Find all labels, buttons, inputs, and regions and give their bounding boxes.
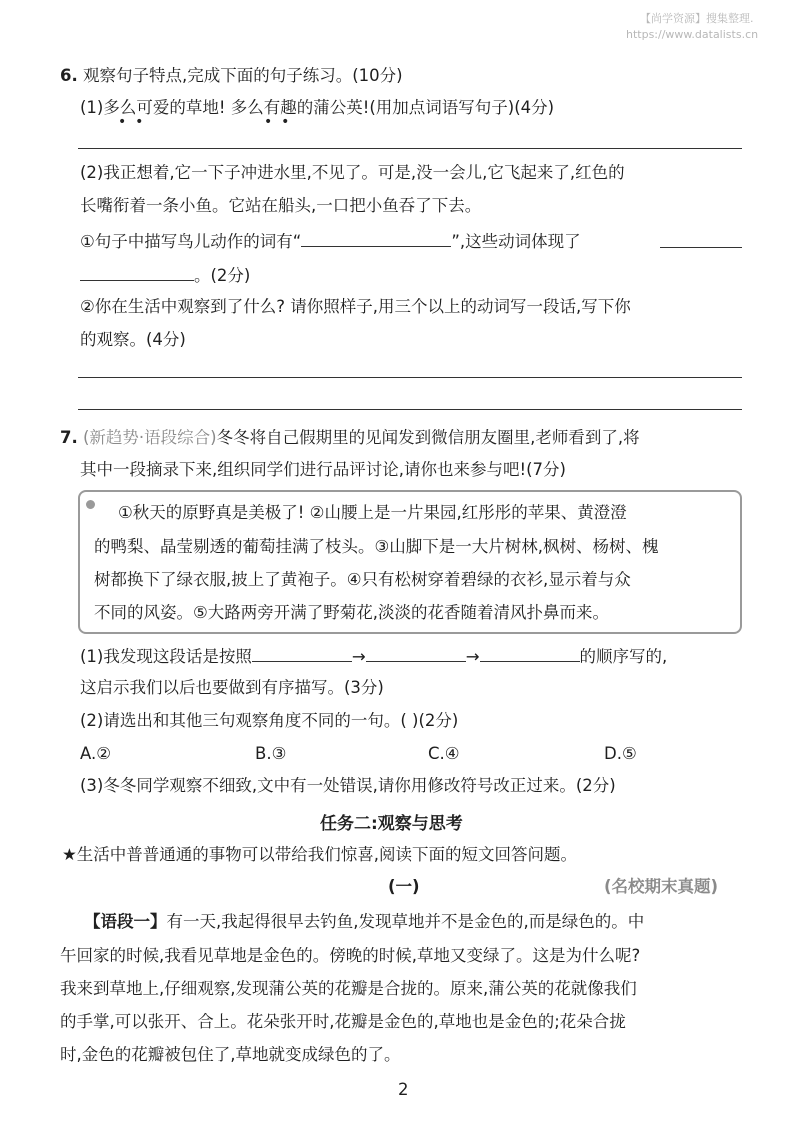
question-6-subquestion-2-line-1: ②你在生活中观察到了什么? 请你照样子,用三个以上的动词写一段话,写下你 [80,297,631,316]
paragraph-line: 【语段一】有一天,我起得很早去钓鱼,发现草地并不是金色的,而是绿色的。中 [84,912,645,931]
answer-line[interactable] [78,409,742,410]
question-7-part-1: (1)我发现这段话是按照 → → 的顺序写的, [80,647,668,666]
question-6-part-1: (1)多么可爱的草地! 多么有趣的蒲公英!(用加点词语写句子)(4分) [80,98,555,117]
paragraph-line: 时,金色的花瓣被包住了,草地就变成绿色的了。 [60,1045,401,1064]
question-6-stem [60,66,403,86]
watermark-line-1: 【尚学资源】搜集整理. [640,12,754,25]
answer-line[interactable] [78,377,742,378]
question-6-subquestion-1-end: 。(2分) [80,264,250,286]
emphasis-dots-2: • • [264,114,290,130]
arrow-icon: → [351,647,366,666]
question-7-text: 冬冬将自己假期里的见闻发到微信朋友圈里,老师看到了,将 [216,428,640,447]
answer-line[interactable] [78,148,742,149]
fill-blank[interactable] [80,264,194,281]
passage-line: 不同的风姿。⑤大路两旁开满了野菊花,淡淡的花香随着清风扑鼻而来。 [94,603,610,622]
question-7-number: 7. [60,428,78,447]
passage-line: 的鸭梨、晶莹剔透的葡萄挂满了枝头。③山脚下是一大片树林,枫树、杨树、槐 [94,537,659,556]
section-intro: ★生活中普普通通的事物可以带给我们惊喜,阅读下面的短文回答问题。 [62,845,578,864]
question-6-part-2-line-1: (2)我正想着,它一下子冲进水里,不见了。可是,没一会儿,它飞起来了,红色的 [80,163,625,182]
question-7-stem [60,428,640,448]
question-6-part-2-line-2: 长嘴衔着一条小鱼。它站在船头,一口把小鱼吞了下去。 [80,196,482,215]
fill-blank[interactable] [480,645,580,662]
paragraph-label: 【语段一】 [84,912,167,931]
question-7-part-3: (3)冬冬同学观察不细致,文中有一处错误,请你用修改符号改正过来。(2分) [80,776,616,795]
paragraph-line: 的手掌,可以张开、合上。花朵张开时,花瓣是金色的,草地也是金色的;花朵合拢 [60,1012,626,1031]
question-6-text: 观察句子特点,完成下面的句子练习。(10分) [83,66,403,85]
fill-blank[interactable] [660,247,742,248]
option-b[interactable]: B.③ [255,744,287,763]
question-7-text-line-2: 其中一段摘录下来,组织同学们进行品评讨论,请你也来参与吧!(7分) [80,460,566,479]
section-title: 任务二:观察与思考 [320,814,463,834]
paragraph-line: 我来到草地上,仔细观察,发现蒲公英的花瓣是合拢的。原来,蒲公英的花就像我们 [60,979,637,998]
option-d[interactable]: D.⑤ [604,744,637,763]
question-6-subquestion-1: ①句子中描写鸟儿动作的词有“ ”,这些动词体现了 [80,232,581,251]
pin-icon [86,500,95,509]
paragraph-line: 午回家的时候,我看见草地是金色的。傍晚的时候,草地又变绿了。这是为什么呢? [60,946,641,965]
passage-line: ①秋天的原野真是美极了! ②山腰上是一片果园,红彤彤的苹果、黄澄澄 [118,503,627,522]
page-number: 2 [398,1080,409,1099]
question-6-subquestion-2-line-2: 的观察。(4分) [80,330,186,349]
option-c[interactable]: C.④ [428,744,460,763]
subsection-label: (一) [388,877,420,896]
fill-blank[interactable] [301,230,451,247]
emphasis-dots-1: • • [118,114,144,130]
question-6-number: 6. [60,66,78,85]
option-a[interactable]: A.② [80,744,112,763]
source-tag: (名校期末真题) [604,877,719,896]
fill-blank[interactable] [366,645,466,662]
passage-line: 树都换下了绿衣服,披上了黄袍子。④只有松树穿着碧绿的衣衫,显示着与众 [94,570,631,589]
fill-blank[interactable] [252,645,352,662]
question-7-part-2: (2)请选出和其他三句观察角度不同的一句。( )(2分) [80,711,459,730]
question-7-tag: (新趋势·语段综合) [83,428,217,447]
watermark-line-2: https://www.datalists.cn [626,28,759,41]
question-7-part-1-line-2: 这启示我们以后也要做到有序描写。(3分) [80,678,384,697]
arrow-icon: → [465,647,480,666]
